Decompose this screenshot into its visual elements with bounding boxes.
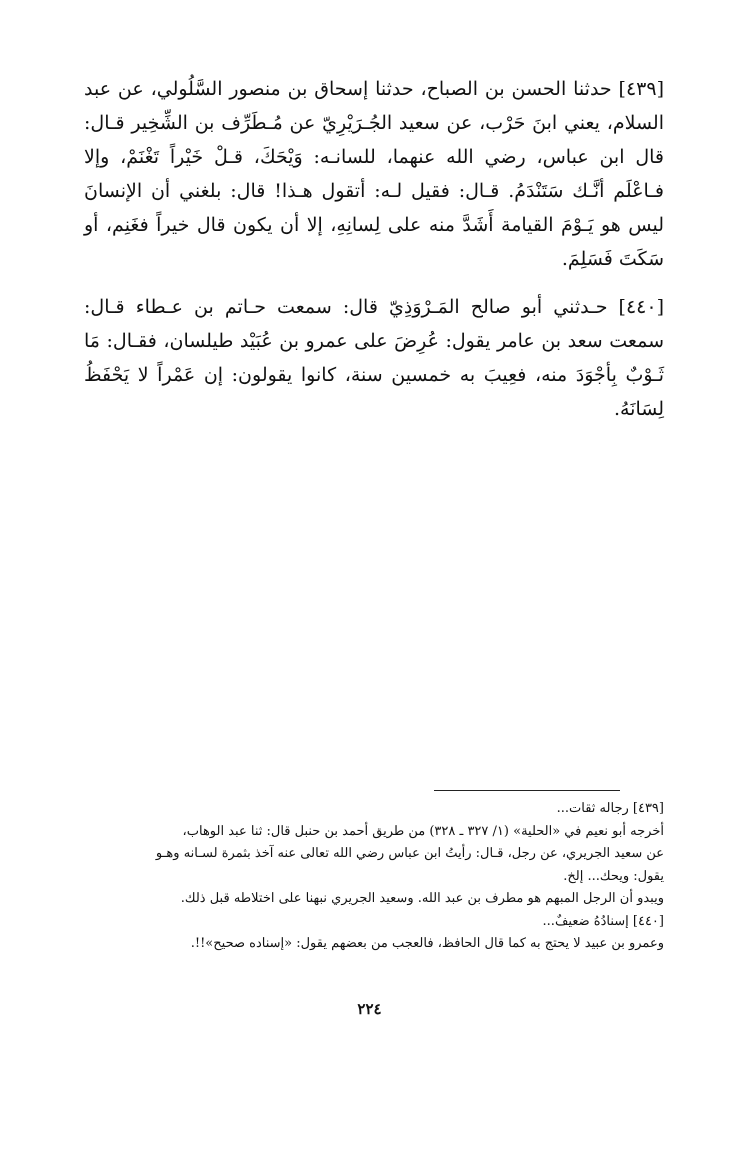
footnote-line: ويبدو أن الرجل المبهم هو مطرف بن عبد الله. وسعيد الجريري نبهنا على اختلاطه قبل ذلك.	[180, 891, 664, 906]
footnote-line: وعمرو بن عبيد لا يحتج به كما قال الحافظ، فالعجب من بعضهم يقول: «إسناده صحيح»!!.	[190, 936, 664, 951]
main-text-block	[84, 72, 664, 426]
footnote-line: يقول: ويحك... إلخ.	[563, 868, 664, 884]
footnote-line: أخرجه أبو نعيم في «الحلية» (١/ ٣٢٧ ـ ٣٢٨) من طريق أحمد بن حنبل قال: ثنا عبد الوهاب،	[182, 823, 664, 839]
hadith-439-paragraph: [٤٣٩] حدثنا الحسن بن الصباح، حدثنا إسحاق بن منصور السَّلُولي، عن عبد السلام، يعني ابنَ حَرْب، عن سعيد الجُـرَيْرِيّ عن مُـطَرِّف بن الشِّخِير قـال: قال ابن عباس، رضي الله عنهما، للسانـه: وَيْحَكَ، قـلْ خَيْراً تَغْنَمْ، وإلا فـاعْلَم أنَّـك سَتَنْدَمُ. قـال: فقيل لـه: أتقول هـذا! قال: بلغني أن الإنسانَ ليس هو يَـوْمَ القيامة أَشَدَّ منه على لِسانِهِ، إلا أن يكون قال خيراً فغَنِم، أو سَكَتَ فَسَلِمَ.	[84, 78, 664, 270]
footnote-separator	[434, 790, 620, 791]
hadith-440-paragraph: [٤٤٠] حـدثني أبو صالح المَـرْوَذِيّ قال: سمعت حـاتم بن عـطاء قـال: سمعت سعد بن عامر يقول: عُرِضَ على عمرو بن عُبَيْد طيلسان، فقـال: مَا ثَـوْبٌ بِأجْوَدَ منه، فعِيبَ به خمسين سنة، كانوا يقولون: إن عَمْراً لا يَحْفَظُ لِسَانَهُ.	[84, 296, 664, 420]
page-number: ٢٢٤	[357, 1000, 382, 1018]
footnote-line: [٤٤٠] إسنادُهُ ضعيفٌ...	[542, 913, 664, 929]
footnote-line: [٤٣٩] رجاله ثقات...	[556, 801, 664, 816]
footnotes-block	[84, 798, 664, 956]
footnote-line: عن سعيد الجريري، عن رجل، قـال: رأيتُ ابن عباس رضي الله تعالى عنه آخذ بثمرة لسـانه وهـو	[155, 846, 664, 861]
